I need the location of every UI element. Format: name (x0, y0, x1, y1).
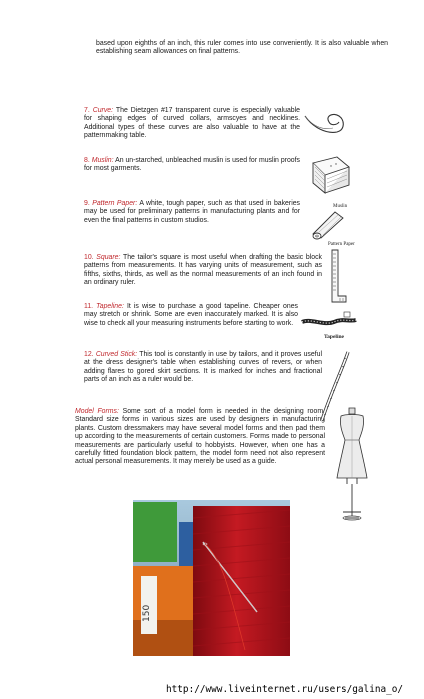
intro-text: based upon eighths of an inch, this ruler comes into use conveniently. It is also valuable when establishing seam allowances on final patterns. (96, 40, 388, 56)
item-muslin (84, 157, 300, 174)
item-term: Square: (96, 254, 121, 261)
tailors-square-illustration (330, 248, 348, 304)
item-text: This tool is constantly in use by tailors, and it proves useful at the dress designer's table when establishing curves of revers, or when adding flares to gored skirt sections. It is marked for inches and fractional parts of an inch as a ruler would be. (84, 351, 322, 384)
item-text: An un-starched, unbleached muslin is used for muslin proofs for most garments. (84, 157, 300, 173)
tapeline-label: Tapeline (324, 334, 344, 340)
item-text: The Dietzgen #17 transparent curve is especially valuable for shaping edges of curved collars, armscyes and necklines. Additional types of these curves are also valuable to have at the patternmaking table. (84, 107, 300, 140)
pattern-paper-label: Pattern Paper (328, 242, 355, 247)
item-text: The tailor's square is most useful when drafting the basic block patterns from measurements. It has varying units of measurement, such as fifths, sixths, thirds, as well as the normal measurements of an inch found in an ordinary ruler. (84, 254, 322, 287)
item-tapeline (84, 303, 298, 328)
item-curve (84, 107, 300, 141)
muslin-label: Muslin (333, 204, 348, 209)
item-term: Pattern Paper: (92, 200, 138, 207)
model-forms-text: Some sort of a model form is needed in the designing room. Standard size forms in various sizes are used by designers in manufacturing plants. Custom dressmakers may have several model forms and then pad them up according to the measurements of certain customers. Forms made to personal measurements are particularly useful to hobbyists. However, when one has a carefully fitted foundation block pattern, the model form need not also represent actual personal measurements. It may merely be used as a guide. (75, 408, 325, 466)
item-number: 12. (84, 351, 94, 358)
item-term: Tapeline: (96, 303, 124, 310)
item-number: 10. (84, 254, 94, 261)
thread-spools-photo (133, 500, 290, 656)
item-curved-stick (84, 351, 322, 385)
dress-form-illustration (333, 404, 371, 524)
item-number: 8. (84, 157, 90, 164)
spool-number: 150 (142, 604, 152, 622)
item-text: A white, tough paper, such as that used in bakeries may be used for preliminary patterns in manufacturing plants and for even the final patterns in custom studios. (84, 200, 300, 224)
model-forms-term: Model Forms: (75, 408, 119, 415)
item-pattern-paper (84, 200, 300, 225)
footer-url[interactable]: http://www.liveinternet.ru/users/galina_o/ (166, 684, 404, 695)
intro-paragraph (96, 40, 388, 57)
item-term: Curved Stick: (95, 351, 138, 358)
model-forms-paragraph (75, 408, 325, 467)
item-number: 9. (84, 200, 90, 207)
pattern-paper-roll-illustration (307, 208, 347, 240)
muslin-illustration (309, 153, 351, 201)
item-square (84, 254, 322, 288)
item-number: 7. (84, 107, 90, 114)
item-term: Muslin: (91, 157, 114, 164)
item-term: Curve: (92, 107, 114, 114)
item-number: 11. (84, 303, 94, 310)
french-curve-illustration (303, 104, 347, 148)
item-text: It is wise to purchase a good tapeline. Cheaper ones may stretch or shrink. Some are even inaccurately marked. It is also wise to check all your measuring instruments before starting to work. (84, 303, 298, 327)
